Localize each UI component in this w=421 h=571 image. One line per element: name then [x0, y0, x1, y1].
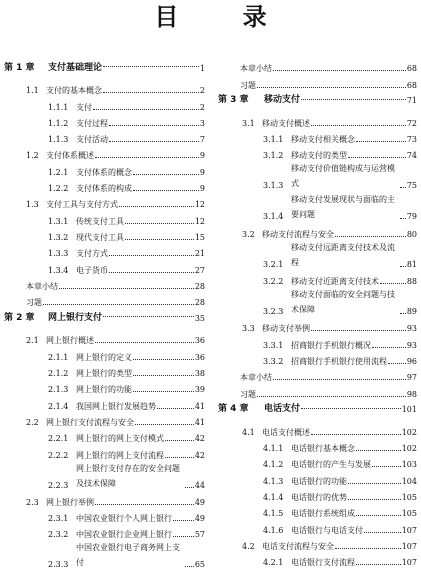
- toc-page-number: 102: [401, 444, 417, 454]
- toc-page-number: 105: [401, 493, 417, 503]
- dot-leader: [173, 536, 194, 537]
- toc-entry-title: 支付体系的概念: [76, 167, 132, 177]
- toc-entry-title: 电话支付流程与安全: [262, 541, 334, 551]
- toc-entry-number: 1.2.2: [48, 184, 69, 194]
- dot-leader: [95, 342, 194, 343]
- toc-entry-number: 1.2.1: [48, 167, 69, 177]
- toc-entry-title: 本章小结: [240, 64, 272, 74]
- toc-entry: [4, 243, 205, 259]
- toc-entry-title: 电话支付概述: [262, 427, 310, 437]
- toc-entry: [218, 438, 417, 454]
- dot-leader: [109, 141, 199, 142]
- toc-entry: [218, 240, 417, 271]
- toc-page-number: 3: [199, 118, 205, 128]
- dot-leader: [400, 266, 406, 267]
- toc-entry: [4, 346, 205, 362]
- dot-leader: [364, 532, 401, 533]
- toc-entry-title: 我国网上银行发展趋势: [76, 401, 156, 411]
- toc-page-number: 49: [194, 514, 205, 524]
- dot-leader: [311, 125, 406, 126]
- toc-page-number: 105: [401, 509, 417, 519]
- toc-page-number: 1: [199, 63, 205, 73]
- toc-entry-title: 支付体系的构成: [76, 184, 132, 194]
- toc-entry-title: 网上银行支付流程与安全: [46, 417, 134, 427]
- toc-entry-number: 4.1.4: [263, 493, 284, 503]
- dot-leader: [165, 440, 194, 441]
- dot-leader: [335, 548, 401, 549]
- toc-entry-number: 2.3: [26, 497, 39, 507]
- toc-page-number: 36: [194, 352, 205, 362]
- toc-entry-title: 电话银行基本概念: [291, 444, 355, 454]
- toc-entry: [218, 503, 417, 519]
- toc-entry-title: 移动支付远距离支付技术及流程: [291, 242, 395, 267]
- toc-entry-number: 2.1.2: [48, 369, 69, 379]
- toc-entry-number: 第 4 章: [218, 404, 249, 415]
- toc-entry-title: 网上银行的网上支付流程: [76, 450, 164, 460]
- toc-entry-title: 电话银行支付流程: [291, 558, 355, 568]
- toc-entry-number: 1.2: [26, 151, 39, 161]
- toc-page-number: 41: [194, 401, 205, 411]
- dot-leader: [400, 218, 406, 219]
- toc-entry: [218, 58, 417, 74]
- toc-entry-number: 4.1.6: [263, 525, 284, 535]
- toc-entry-title: 移动支付概述: [262, 118, 310, 128]
- toc-entry: [218, 367, 417, 383]
- toc-entry: [218, 223, 417, 239]
- toc-entry: [218, 552, 417, 568]
- toc-page-number: 28: [194, 298, 205, 308]
- dot-leader: [125, 223, 194, 224]
- toc-entry: [4, 145, 205, 161]
- toc-entry-number: 3.1.3: [263, 181, 284, 191]
- dot-leader: [103, 92, 199, 93]
- toc-page-number: 9: [199, 151, 205, 161]
- toc-entry: [218, 318, 417, 334]
- toc-entry-number: 2.2.3: [48, 480, 69, 490]
- toc-entry-number: 第 2 章: [4, 312, 35, 323]
- toc-entry-number: 4.1.3: [263, 476, 284, 486]
- toc-entry: [218, 454, 417, 470]
- toc-entry-title: 支付过程: [76, 118, 108, 128]
- toc-chapter-entry: [4, 58, 205, 78]
- toc-entry-number: 4.1.1: [263, 444, 284, 454]
- toc-entry-number: 4.2: [242, 541, 255, 551]
- toc-entry-number: 4.2.1: [263, 558, 284, 568]
- toc-entry-number: 3.2: [242, 229, 255, 239]
- toc-entry-title: 网上银行的类型: [76, 369, 132, 379]
- toc-entry-number: 3.2.2: [263, 277, 284, 287]
- dot-leader: [133, 359, 194, 360]
- toc-entry-title: 习题: [240, 80, 256, 90]
- toc-page-number: 107: [401, 525, 417, 535]
- toc-entry-number: 3.3.1: [263, 340, 284, 350]
- dot-leader: [173, 520, 194, 521]
- toc-page-number: 75: [406, 181, 417, 191]
- toc-page-number: 89: [406, 307, 417, 317]
- dot-leader: [185, 566, 194, 567]
- toc-entry-title: 本章小结: [26, 281, 58, 291]
- toc-page-number: 88: [406, 277, 417, 287]
- toc-entry: [218, 422, 417, 438]
- dot-leader: [103, 66, 199, 67]
- toc-entry: [4, 540, 205, 571]
- toc-entry-number: 2.1.4: [48, 401, 69, 411]
- toc-page-number: 27: [194, 265, 205, 275]
- dot-leader: [133, 174, 199, 175]
- toc-entry: [218, 351, 417, 367]
- toc-page-number: 74: [406, 151, 417, 161]
- toc-entry: [218, 287, 417, 318]
- dot-leader: [301, 408, 401, 409]
- toc-page-number: 103: [401, 460, 417, 470]
- toc-entry-number: 2.1.1: [48, 352, 69, 362]
- toc-page-number: 107: [401, 558, 417, 568]
- toc-entry-number: 2.3.1: [48, 514, 69, 524]
- toc-entry-title: 电话银行的功能: [291, 476, 347, 486]
- toc-page-number: 98: [406, 389, 417, 399]
- toc-page-number: 73: [406, 135, 417, 145]
- toc-entry-title: 中国农业银行企业网上银行: [76, 530, 172, 540]
- toc-entry: [4, 129, 205, 145]
- toc-entry-title: 支付体系概述: [46, 151, 94, 161]
- toc-entry: [4, 492, 205, 508]
- dot-leader: [185, 487, 194, 488]
- toc-entry-number: 1.1.3: [48, 135, 69, 145]
- toc-page-number: 2: [199, 86, 205, 96]
- dot-leader: [125, 239, 194, 240]
- toc-entry: [218, 161, 417, 192]
- toc-entry-title: 移动支付流程与安全: [262, 229, 334, 239]
- toc-entry-number: 1.1.1: [48, 102, 69, 112]
- dot-leader: [109, 125, 199, 126]
- toc-entry: [4, 330, 205, 346]
- toc-entry-number: 2.2.2: [48, 450, 69, 460]
- toc-page-number: 65: [194, 560, 205, 570]
- toc-entry-title: 电话银行系统组成: [291, 509, 355, 519]
- toc-entry-number: 2.3.2: [48, 530, 69, 540]
- toc-entry-title: 支付方式: [76, 249, 108, 259]
- dot-leader: [400, 187, 406, 188]
- toc-entry: [4, 461, 205, 492]
- toc-entry: [4, 444, 205, 460]
- dot-leader: [165, 457, 194, 458]
- toc-entry: [218, 487, 417, 503]
- toc-page-number: 38: [194, 369, 205, 379]
- dot-leader: [372, 466, 401, 467]
- toc-entry: [4, 524, 205, 540]
- toc-chapter-entry: [218, 400, 417, 420]
- dot-leader: [43, 304, 194, 305]
- toc-entry-number: 3.1: [242, 118, 255, 128]
- toc-page-number: 36: [194, 336, 205, 346]
- toc-entry-title: 支付工具与支付方式: [46, 200, 118, 210]
- toc-entry: [4, 508, 205, 524]
- toc-entry-number: 2.2: [26, 417, 39, 427]
- toc-entry: [218, 74, 417, 90]
- page-title: 目 录: [154, 3, 295, 31]
- toc-entry: [218, 470, 417, 486]
- toc-page-number: 35: [194, 313, 205, 323]
- toc-page-number: 101: [401, 405, 417, 415]
- toc-entry: [4, 292, 205, 308]
- toc-entry-title: 网上银行支付: [48, 312, 103, 323]
- toc-entry: [218, 334, 417, 350]
- toc-entry: [4, 161, 205, 177]
- toc-page-number: 104: [401, 476, 417, 486]
- toc-entry-title: 电话银行的产生与发展: [291, 460, 371, 470]
- dot-leader: [95, 504, 194, 505]
- toc-page-number: 107: [401, 541, 417, 551]
- toc-entry-number: 1.3.2: [48, 232, 69, 242]
- toc-entry-title: 移动支付面临的安全问题与技术保障: [291, 290, 395, 315]
- toc-entry-number: 3.1.2: [263, 151, 284, 161]
- dot-leader: [301, 99, 406, 100]
- dot-leader: [335, 236, 406, 237]
- toc-page-number: 93: [406, 340, 417, 350]
- toc-entry-number: 4.1: [242, 427, 255, 437]
- dot-leader: [380, 283, 406, 284]
- dot-leader: [95, 157, 199, 158]
- dot-leader: [311, 330, 406, 331]
- toc-entry-title: 移动支付的类型: [291, 151, 347, 161]
- toc-entry: [218, 145, 417, 161]
- toc-entry-number: 1.3.1: [48, 216, 69, 226]
- dot-leader: [157, 408, 194, 409]
- toc-entry-number: 3.3.2: [263, 356, 284, 366]
- toc-entry: [4, 428, 205, 444]
- toc-page-number: 7: [199, 135, 205, 145]
- toc-entry-title: 支付基础理论: [48, 62, 103, 73]
- toc-entry-number: 1.3: [26, 200, 39, 210]
- toc-page-number: 80: [406, 229, 417, 239]
- dot-leader: [257, 396, 406, 397]
- dot-leader: [356, 450, 401, 451]
- toc-left-column: [4, 58, 205, 571]
- toc-entry: [218, 113, 417, 129]
- toc-page-number: 28: [194, 281, 205, 291]
- dot-leader: [348, 483, 401, 484]
- dot-leader: [103, 316, 194, 317]
- toc-entry: [4, 276, 205, 292]
- toc-chapter-entry: [4, 308, 205, 328]
- toc-entry-title: 支付活动: [76, 135, 108, 145]
- toc-entry: [4, 395, 205, 411]
- dot-leader: [356, 141, 406, 142]
- toc-entry-number: 第 1 章: [4, 62, 35, 73]
- toc-entry-title: 电话支付: [264, 404, 301, 415]
- dot-leader: [119, 206, 194, 207]
- toc-entry-number: 第 3 章: [218, 95, 249, 106]
- toc-entry: [4, 178, 205, 194]
- toc-entry-title: 移动支付发展现状与面临的主要问题: [291, 195, 395, 220]
- toc-page-number: 21: [194, 249, 205, 259]
- toc-page-number: 49: [194, 497, 205, 507]
- toc-entry-title: 习题: [240, 389, 256, 399]
- toc-page-number: 102: [401, 427, 417, 437]
- toc-page-number: 72: [406, 118, 417, 128]
- dot-leader: [109, 272, 194, 273]
- toc-entry-title: 网上银行支付存在的安全问题及技术保障: [76, 463, 180, 488]
- toc-entry-number: 3.2.3: [263, 307, 284, 317]
- toc-entry-number: 1.3.4: [48, 265, 69, 275]
- toc-entry-number: 1.3.3: [48, 249, 69, 259]
- toc-page-number: 2: [199, 102, 205, 112]
- toc-page-number: 93: [406, 324, 417, 334]
- toc-entry-title: 移动支付相关概念: [291, 135, 355, 145]
- dot-leader: [372, 347, 406, 348]
- toc-entry: [218, 383, 417, 399]
- dot-leader: [133, 190, 199, 191]
- toc-entry-title: 网上银行的功能: [76, 385, 132, 395]
- toc-entry-title: 网上银行概述: [46, 336, 94, 346]
- toc-entry-number: 3.3: [242, 324, 255, 334]
- toc-entry: [4, 412, 205, 428]
- toc-page-number: 12: [194, 200, 205, 210]
- toc-page-number: 96: [406, 356, 417, 366]
- toc-right-column: [218, 58, 417, 568]
- dot-leader: [133, 375, 194, 376]
- toc-entry: [218, 271, 417, 287]
- toc-entry: [4, 227, 205, 243]
- toc-entry: [218, 192, 417, 223]
- dot-leader: [93, 109, 199, 110]
- toc-entry-number: 4.1.2: [263, 460, 284, 470]
- toc-page-number: 15: [194, 232, 205, 242]
- toc-entry-title: 网上银行的网上支付模式: [76, 434, 164, 444]
- toc-page-number: 39: [194, 385, 205, 395]
- toc-page-number: 81: [406, 259, 417, 269]
- toc-entry-number: 1.1.2: [48, 118, 69, 128]
- dot-leader: [388, 363, 406, 364]
- toc-entry: [4, 210, 205, 226]
- dot-leader: [133, 391, 194, 392]
- toc-entry-title: 电子货币: [76, 265, 108, 275]
- toc-entry: [4, 194, 205, 210]
- toc-entry-title: 中国农业银行电子商务网上支付: [76, 543, 180, 568]
- toc-entry-number: 3.1.4: [263, 212, 284, 222]
- toc-page-number: 41: [194, 417, 205, 427]
- toc-entry-title: 移动支付举例: [262, 324, 310, 334]
- toc-entry-number: 2.1: [26, 336, 39, 346]
- toc-entry-number: 2.1.3: [48, 385, 69, 395]
- toc-page-number: 68: [406, 80, 417, 90]
- toc-page-number: 71: [406, 96, 417, 106]
- toc-entry-title: 本章小结: [240, 373, 272, 383]
- toc-page-number: 44: [194, 480, 205, 490]
- toc-chapter-entry: [218, 91, 417, 111]
- toc-entry: [4, 80, 205, 96]
- toc-entry: [4, 363, 205, 379]
- toc-page-number: 57: [194, 530, 205, 540]
- toc-page-number: 42: [194, 450, 205, 460]
- toc-entry: [218, 129, 417, 145]
- toc-entry: [4, 113, 205, 129]
- toc-entry-title: 传统支付工具: [76, 216, 124, 226]
- toc-entry: [218, 536, 417, 552]
- toc-page-number: 42: [194, 434, 205, 444]
- dot-leader: [273, 70, 406, 71]
- dot-leader: [109, 255, 194, 256]
- toc-entry-title: 支付的基本概念: [46, 86, 102, 96]
- dot-leader: [311, 434, 401, 435]
- toc-page-number: 9: [199, 184, 205, 194]
- toc-entry-title: 移动支付价值链构成与运营模式: [291, 164, 395, 189]
- toc-page-number: 68: [406, 64, 417, 74]
- toc-entry-title: 招商银行手机银行概况: [291, 340, 371, 350]
- toc-entry: [218, 519, 417, 535]
- toc-entry-title: 电话银行的优势: [291, 493, 347, 503]
- toc-entry: [4, 379, 205, 395]
- toc-entry-number: 2.2.1: [48, 434, 69, 444]
- toc-entry: [4, 259, 205, 275]
- toc-entry-title: 支付: [76, 102, 92, 112]
- toc-entry-number: 1.1: [26, 86, 39, 96]
- dot-leader: [59, 288, 194, 289]
- toc-page-number: 9: [199, 167, 205, 177]
- toc-entry-title: 电话银行与电话支付: [291, 525, 363, 535]
- toc-entry-title: 移动支付: [264, 95, 301, 106]
- toc-entry: [4, 96, 205, 112]
- toc-page-number: 79: [406, 212, 417, 222]
- toc-page-number: 12: [194, 216, 205, 226]
- toc-entry-title: 习题: [26, 298, 42, 308]
- dot-leader: [348, 157, 406, 158]
- toc-entry-number: 2.3.3: [48, 560, 69, 570]
- dot-leader: [135, 424, 194, 425]
- dot-leader: [400, 313, 406, 314]
- dot-leader: [273, 379, 406, 380]
- toc-entry-number: 4.1.5: [263, 509, 284, 519]
- dot-leader: [257, 87, 406, 88]
- toc-entry-title: 移动支付近距离支付技术: [291, 277, 379, 287]
- toc-entry-title: 招商银行手机银行使用流程: [291, 356, 387, 366]
- toc-entry-number: 3.2.1: [263, 259, 284, 269]
- toc-entry-title: 中国农业银行个人网上银行: [76, 514, 172, 524]
- toc-entry-title: 网上银行举例: [46, 497, 94, 507]
- dot-leader: [348, 499, 401, 500]
- dot-leader: [356, 564, 401, 565]
- toc-entry-number: 3.1.1: [263, 135, 284, 145]
- toc-entry-title: 网上银行的定义: [76, 352, 132, 362]
- toc-entry-title: 现代支付工具: [76, 232, 124, 242]
- toc-page-number: 97: [406, 373, 417, 383]
- dot-leader: [356, 515, 401, 516]
